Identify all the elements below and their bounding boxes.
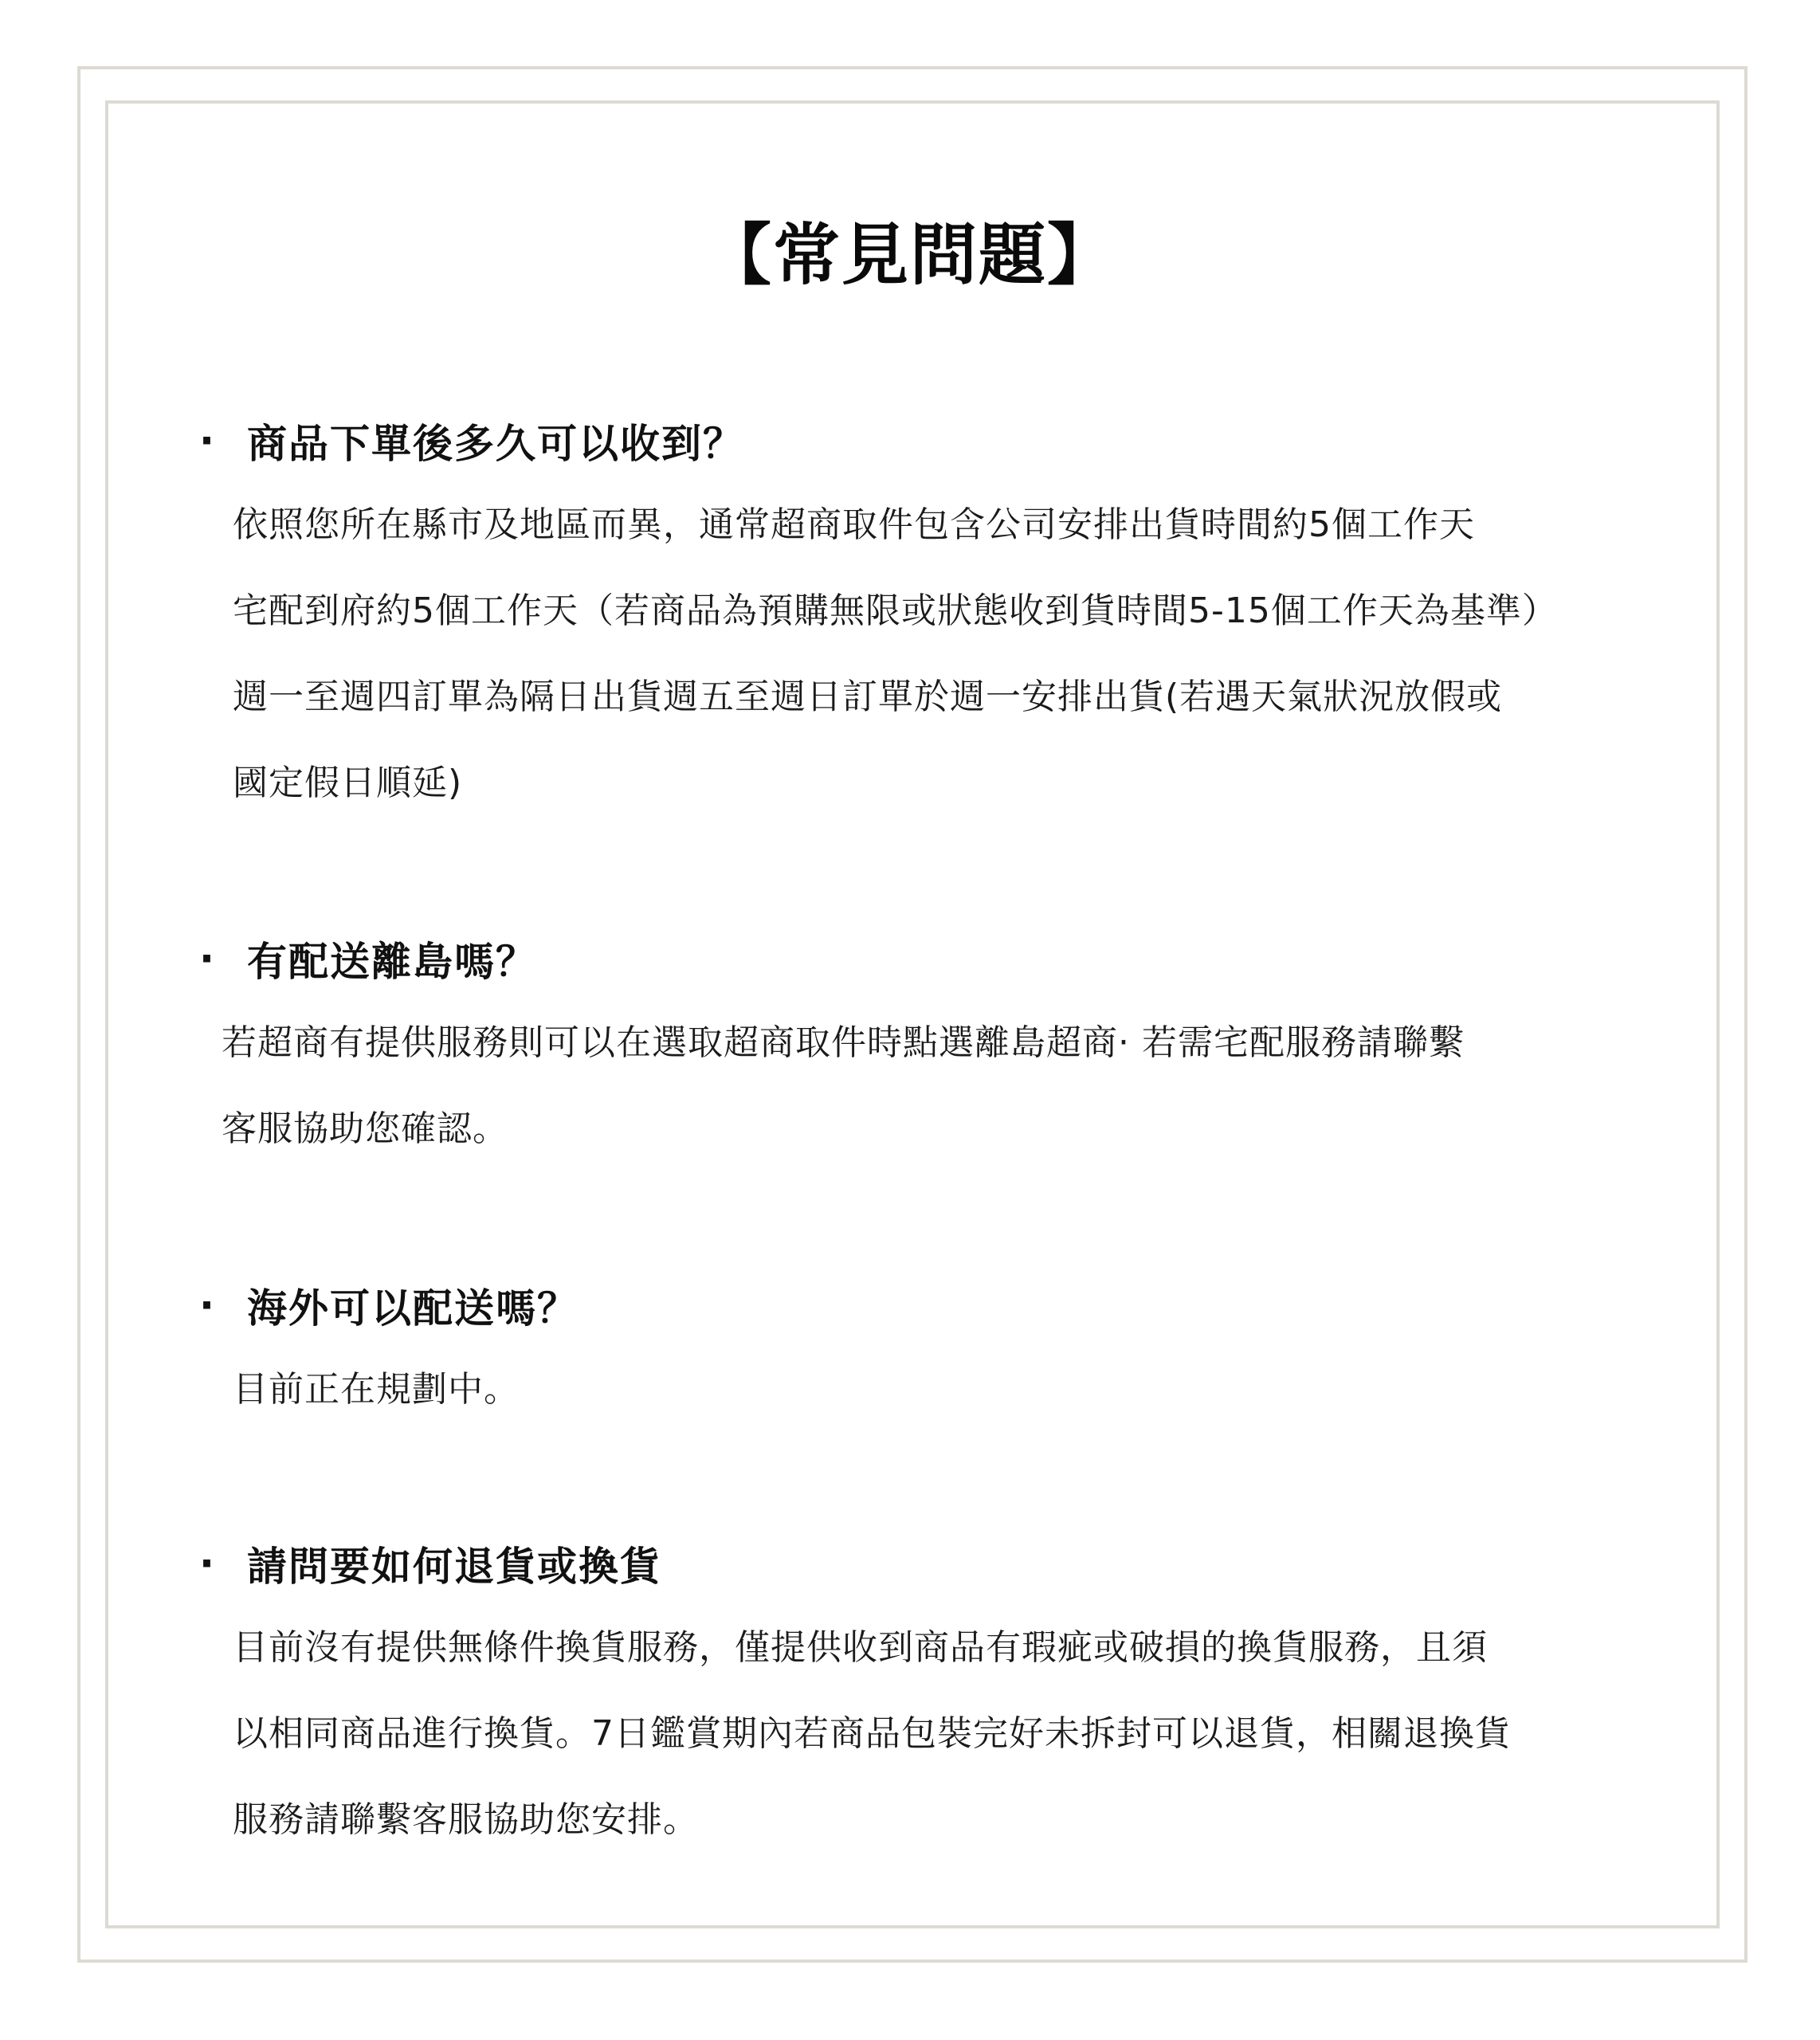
faq-question-text: 海外可以配送嗎？ [247,1285,579,1332]
faq-answer-line: 服務請聯繫客服協助您安排。 [233,1799,699,1840]
page-title: 【常見問題】 [704,216,1116,294]
faq-answer-line: 目前正在規劃中。 [233,1369,520,1410]
faq-answer [233,1347,1634,1433]
faq-question-text: 有配送離島嗎？ [247,939,537,985]
faq-question [199,1273,1634,1337]
faq-answer-line: 依照您所在縣市及地區而異，通常超商取件包含公司安排出貨時間約5個工作天 [233,504,1475,545]
faq-answer [233,1605,1634,1863]
faq-question-text: 請問要如何退貨或換貨 [247,1544,661,1590]
faq-question [199,1532,1634,1595]
faq-question [199,409,1634,473]
faq-answer-line: 若超商有提供服務則可以在選取超商取件時點選離島超商· 若需宅配服務請聯繫 [222,1022,1465,1063]
faq-answer-line: 客服協助您確認。 [222,1108,508,1149]
bullet-icon: · [199,936,216,982]
bullet-icon: · [199,1540,216,1587]
faq-answer-line: 宅配到府約5個工作天（若商品為預購無限或狀態收到貨時間5-15個工作天為基準） [233,590,1558,631]
faq-answer-line: 週一至週四訂單為隔日出貨週五至週日訂單於週一安排出貨(若遇天氣狀況放假或 [233,677,1503,717]
faq-item-delivery-time [199,409,1634,826]
faq-item-returns [199,1532,1634,1863]
faq-question [199,927,1634,991]
faq-answer-line: 目前沒有提供無條件換貨服務，僅提供收到商品有瑕疵或破損的換貨服務，且須 [233,1627,1488,1668]
faq-answer [233,482,1634,826]
faq-item-outlying-islands [199,927,1634,1172]
faq-item-overseas [199,1273,1634,1433]
faq-answer-line: 以相同商品進行換貨。7日鑑賞期內若商品包裝完好未拆封可以退貨，相關退換貨 [233,1713,1511,1754]
faq-question-text: 商品下單後多久可以收到？ [247,421,744,467]
faq-answer [222,1000,1634,1172]
bullet-icon: · [199,418,216,464]
faq-answer-line: 國定假日順延) [233,763,463,803]
bullet-icon: · [199,1282,216,1328]
